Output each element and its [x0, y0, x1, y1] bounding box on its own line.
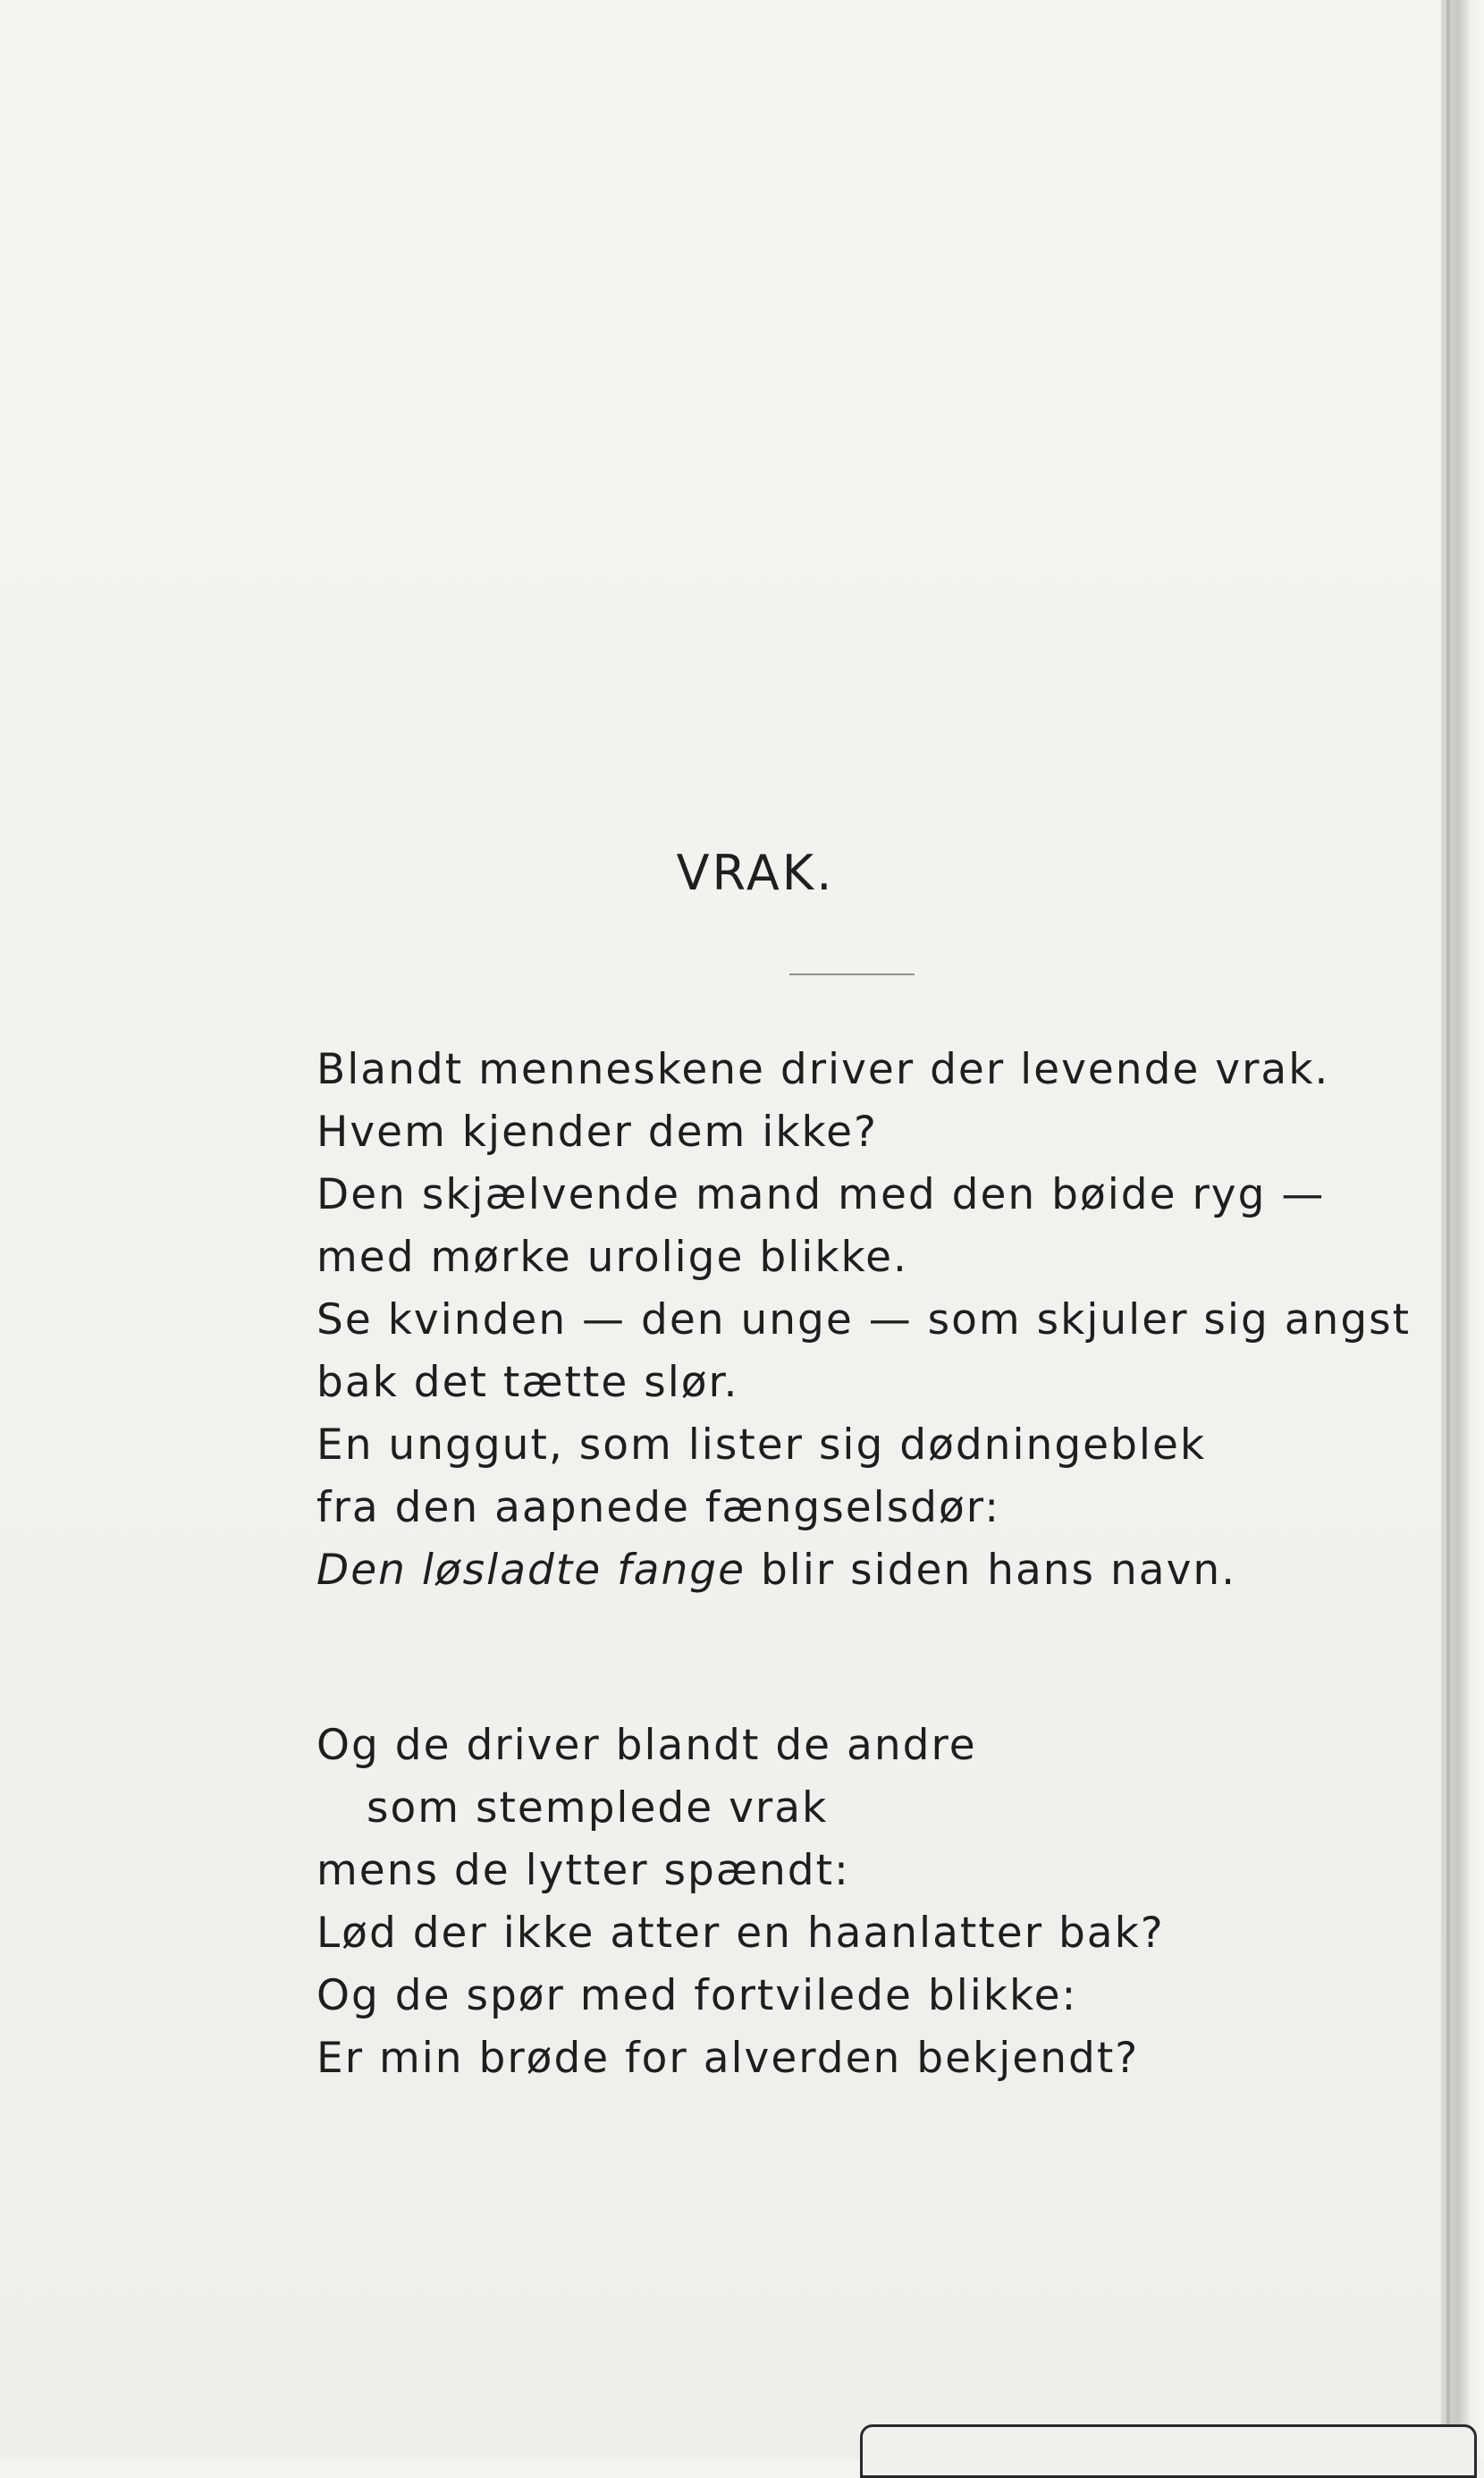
- poem-line: Og de spør med fortvilede blikke:: [316, 1971, 1078, 2020]
- poem-line-indented: som stemplede vrak: [367, 1783, 829, 1833]
- poem-line: Er min brøde for alverden bekjendt?: [316, 2034, 1140, 2083]
- poem-line: Den skjælvende mand med den bøide ryg —: [316, 1170, 1326, 1219]
- poem-line: Se kvinden — den unge — som skjuler sig angst: [316, 1295, 1412, 1344]
- poem-line: bak det tætte slør.: [316, 1358, 739, 1407]
- poem-line-rest: blir siden hans navn.: [746, 1546, 1237, 1595]
- poem-line: Og de driver blandt de andre: [316, 1721, 977, 1770]
- poem-line: fra den aapnede fængselsdør:: [316, 1483, 1001, 1532]
- poem-line-italic-phrase: Den løsladte fange: [316, 1546, 746, 1595]
- poem-line: Blandt menneskene driver der levende vrak.: [316, 1045, 1330, 1094]
- bottom-tab-edge: [860, 2424, 1477, 2478]
- poem-stanza-1: [316, 1039, 1412, 1602]
- poem-line: En unggut, som lister sig dødningeblek: [316, 1420, 1207, 1470]
- poem-line: med mørke urolige blikke.: [316, 1233, 908, 1282]
- page-edge-line: [1446, 0, 1450, 2459]
- poem-stanza-2: [316, 1715, 1389, 2090]
- poem-title: VRAK.: [676, 845, 835, 901]
- poem-line: mens de lytter spændt:: [316, 1846, 850, 1895]
- poem-line: Lød der ikke atter en haanlatter bak?: [316, 1909, 1165, 1958]
- poem-line: [316, 1539, 1389, 1602]
- poem-line: Hvem kjender dem ikke?: [316, 1108, 878, 1157]
- title-divider: [789, 974, 915, 975]
